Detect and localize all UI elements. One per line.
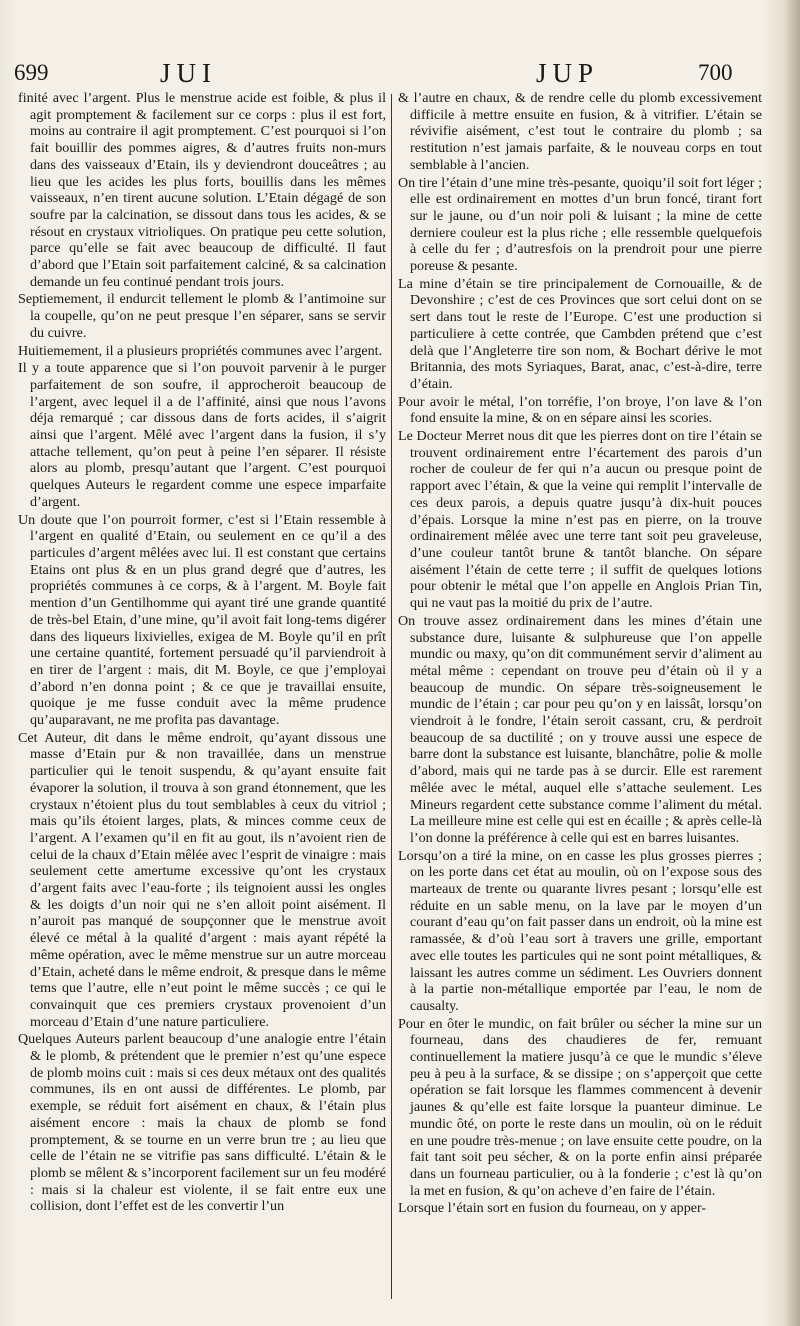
page-number-right: 700 — [698, 60, 733, 85]
page-header — [0, 58, 800, 92]
paragraph: finité avec l’argent. Plus le menstrue acide est foible, & plus il agit promptement & facilement sur ce corps : plus il est fort, moins au contraire il agit promptement. C’est pourquoi si l’on fait bouillir des pommes aigres, & d’autres fruits non-murs dans des vaisseaux d’Etain, ils y deviendront douceâtres ; au lieu que les acides les plus forts, bouillis dans les mêmes vaisseaux, n’en tirent aucune solution. L’Etain dégagé de son soufre par la calcination, se dissout dans tous les acides, & se résout en crystaux vitrioliques. On pratique peu cette solution, parce qu’elle se fait avec beaucoup de difficulté. Il faut d’abord que l’Etain soit parfaitement calciné, & sa calcination demande un feu continué pendant trois jours. — [18, 90, 386, 290]
paragraph: Pour avoir le métal, l’on torréfie, l’on broye, l’on lave & l’on fond ensuite la mine, & on en sépare ainsi les scories. — [398, 393, 762, 427]
paragraph: & l’autre en chaux, & de rendre celle du plomb excessivement difficile à mettre ensuite en fusion, & à vitrifier. L’étain se révivifie aisément, c’est tout le contraire du plomb ; sa restitution n’est jamais parfaite, & le nouveau corps en tout semblable à l’ancien. — [398, 90, 762, 173]
paragraph: Septiemement, il endurcit tellement le plomb & l’antimoine sur la coupelle, qu’on ne peut presque l’en séparer, sans se servir du cuivre. — [18, 291, 386, 341]
paragraph: Quelques Auteurs parlent beaucoup d’une analogie entre l’étain & le plomb, & prétendent que le premier n’est qu’une espece de plomb moins cuit : mais si ces deux métaux ont des qualités communes, ils en ont aussi de différentes. Le plomb, par exemple, se réduit fort aisément en chaux, & l’étain plus aisément encore : mais la chaux de plomb se fond promptement, & se tourne en un verre brun tre ; au lieu que celle de l’étain ne se vitrifie pas sans difficulté. L’étain & le plomb se mêlent & s’incorporent facilement sur un feu modéré : mais si la chaleur est violente, il se fait entre eux une collision, dont l’effet est de les convertir l’un — [18, 1031, 386, 1215]
paragraph: Lorsque l’étain sort en fusion du fourneau, on y apper- — [398, 1200, 707, 1217]
paragraph: Pour en ôter le mundic, on fait brûler ou sécher la mine sur un fourneau, dans des chaudieres de fer, remuant continuellement la matiere jusqu’à ce que le mundic s’éleve peu à peu à la surface, & se dissipe ; on s’apperçoit que cette opération se fait lorsque les flammes commencent à devenir jaunes & qu’elle est faite lorsque la puanteur diminue. Le mundic ôté, on porte le reste dans un moulin, où on le réduit en une poudre très-menue ; on lave ensuite cette poudre, on la fait tant soit peu sécher, & on la porte enfin ainsi préparée dans un fourneau particulier, ou à la fonderie ; c’est là qu’on la met en fusion, & qu’on acheve d’en faire de l’étain. — [398, 1015, 762, 1199]
running-head-right: JUP — [536, 58, 600, 88]
paragraph: On trouve assez ordinairement dans les mines d’étain une substance dure, luisante & sulphureuse que l’on appelle mundic ou maxy, qu’on dit communément servir d’aliment au métal même : cependant on trouve peu d’étain où il y a beaucoup de mundic. On sépare très-soigneusement le mundic de l’étain ; car pour peu qu’on y en laissât, lorsqu’on viendroit à le fondre, l’étain seroit cassant, cru, & perdroit beaucoup de sa ductilité ; on y trouve aussi une espece de barre dont la substance est luisante, blanchâtre, polie & molle d’abord, mais qui ne tarde pas à se durcir. Elle est rarement mêlée avec le métal, auquel elle s’attache seulement. Les Mineurs regardent cette substance comme l’aliment du métal. La meilleure mine est celle qui est en écaille ; & après celle-là l’on donne la préférence à celle qui est en barres luisantes. — [398, 612, 762, 846]
paragraph: Cet Auteur, dit dans le même endroit, qu’ayant dissous une masse d’Etain pur & non travaillée, dans un menstrue particulier qui le tenoit suspendu, & qu’ayant ensuite fait évaporer la solution, il trouva à son grand étonnement, que les crystaux n’étoient plus du tout semblables à ceux du vitriol ; mais qu’ils étoient larges, plats, & minces comme ceux de l’argent. A l’examen qu’il en fit au gout, ils n’avoient rien de celui de la chaux d’Etain mêlée avec l’esprit de vinaigre : mais seulement cette amertume excessive qu’ont les crystaux d’argent faits avec l’eau-forte ; ils teignoient aussi les ongles & les doigts d’un noir qui ne s’en alloit point aisément. Il n’auroit pas manqué de soupçonner que le menstrue avoit élevé ce métal à la qualité d’argent : mais ayant répété la même opération, avec le même menstrue sur un autre morceau d’Etain, acheté dans le même endroit, & presque dans le même tems que l’autre, elle n’eut point le même succès ; ce qui le convainquit que ces premiers crystaux provenoient d’un morceau d’Etain d’une nature particuliere. — [18, 729, 386, 1030]
paragraph: Lorsqu’on a tiré la mine, on en casse les plus grosses pierres ; on les porte dans cet état au moulin, où on l’expose sous des marteaux de trente ou quarante livres pesant ; lorsqu’elle est réduite en un sable menu, on la lave par le moyen d’un courant d’eau qu’on fait passer dans un endroit, où la mine est ramassée, & d’où l’eau sort à travers une grille, emportant avec elle toutes les particules qui ne sont point métalliques, & laissant les autres comme un sédiment. Les Ouvriers donnent à la partie non-métallique emportée par l’eau, le nom de causalty. — [398, 847, 762, 1014]
column-divider — [391, 94, 392, 1299]
page-gutter-shadow — [784, 0, 800, 1326]
paragraph: Un doute que l’on pourroit former, c’est si l’Etain ressemble à l’argent en qualité d’Etain, ou seulement en ce qu’il a des particules d’argent mêlées avec lui. Il est constant que certains Etains ont plus & en un plus grand degré que d’autres, les propriétés communes à ce corps, & à l’argent. M. Boyle fait mention d’un Gentilhomme qui ayant tiré une grande quantité de très-bel Etain, d’une mine, qu’il avoit fait long-tems digérer dans des liqueurs lixivielles, exigea de M. Boyle qu’il en prît une certaine quantité, fortement persuadé qu’il parviendroit à en tirer de l’argent : mais, dit M. Boyle, ce que j’employai d’abord n’en donna point ; & ce que je travaillai ensuite, quoique je me fusse conduit avec la même prudence qu’auparavant, ne me profita pas davantage. — [18, 511, 386, 729]
running-head-left: JUI — [160, 58, 217, 88]
left-column — [18, 90, 386, 1308]
paragraph: On tire l’étain d’une mine très-pesante, quoiqu’il soit fort léger ; elle est ordinairement en mottes d’un brun foncé, tirant fort sur le jaune, ou d’un noir poli & luisant ; la mine de cette derniere couleur est la plus riche ; elle ressemble quelquefois à celle du fer ; d’autresfois on la prendroit pour une pierre poreuse & pesante. — [398, 174, 762, 275]
page-number-left: 699 — [14, 60, 49, 85]
right-column — [398, 90, 762, 1308]
paragraph: Huitiemement, il a plusieurs propriétés communes avec l’argent. — [18, 342, 383, 359]
paragraph: Le Docteur Merret nous dit que les pierres dont on tire l’étain se trouvent ordinairement entre l’écartement des parois d’un rocher de couleur de fer qui n’a aucun ou presque point de rapport avec l’étain, & que la veine qui remplit l’intervalle de ces deux parois, a depuis quatre jusqu’à dix-huit pouces d’épais. Lorsque la mine n’est pas en pierre, on la trouve ordinairement mêlée avec une terre tant soit peu graveleuse, d’une couleur tantôt brune & tantôt blanche. On sépare aisément l’étain de cette terre ; il suffit de quelques lotions pour obtenir le métal que l’on appelle en Anglois Prian Tin, qui ne vaut pas la moitié du prix de l’autre. — [398, 428, 762, 612]
paragraph: Il y a toute apparence que si l’on pouvoit parvenir à le purger parfaitement de son soufre, il approcheroit beaucoup de l’argent, avec lequel il a de l’affinité, ainsi que nous l’avons déja remarqué ; car dissous dans de forts acides, il s’aigrit ainsi que l’argent. Mêlé avec l’argent dans la fusion, il s’y attache tellement, qu’on peut à peine l’en séparer. Il résiste alors au plomb, presqu’autant que l’argent. C’est pourquoi quelques Auteurs le regardent comme une espece imparfaite d’argent. — [18, 360, 386, 510]
paragraph: La mine d’étain se tire principalement de Cornouaille, & de Devonshire ; c’est de ces Provinces que sort celui dont on se sert dans tout le reste de l’Europe. C’est une production si particuliere à cette contrée, que Cambden prétend que c’est delà que l’Angleterre tire son nom, & Bochart dérive le mot Britannia, des mots Syriaques, Barat, anac, c’est-à-dire, terre d’étain. — [398, 275, 762, 392]
